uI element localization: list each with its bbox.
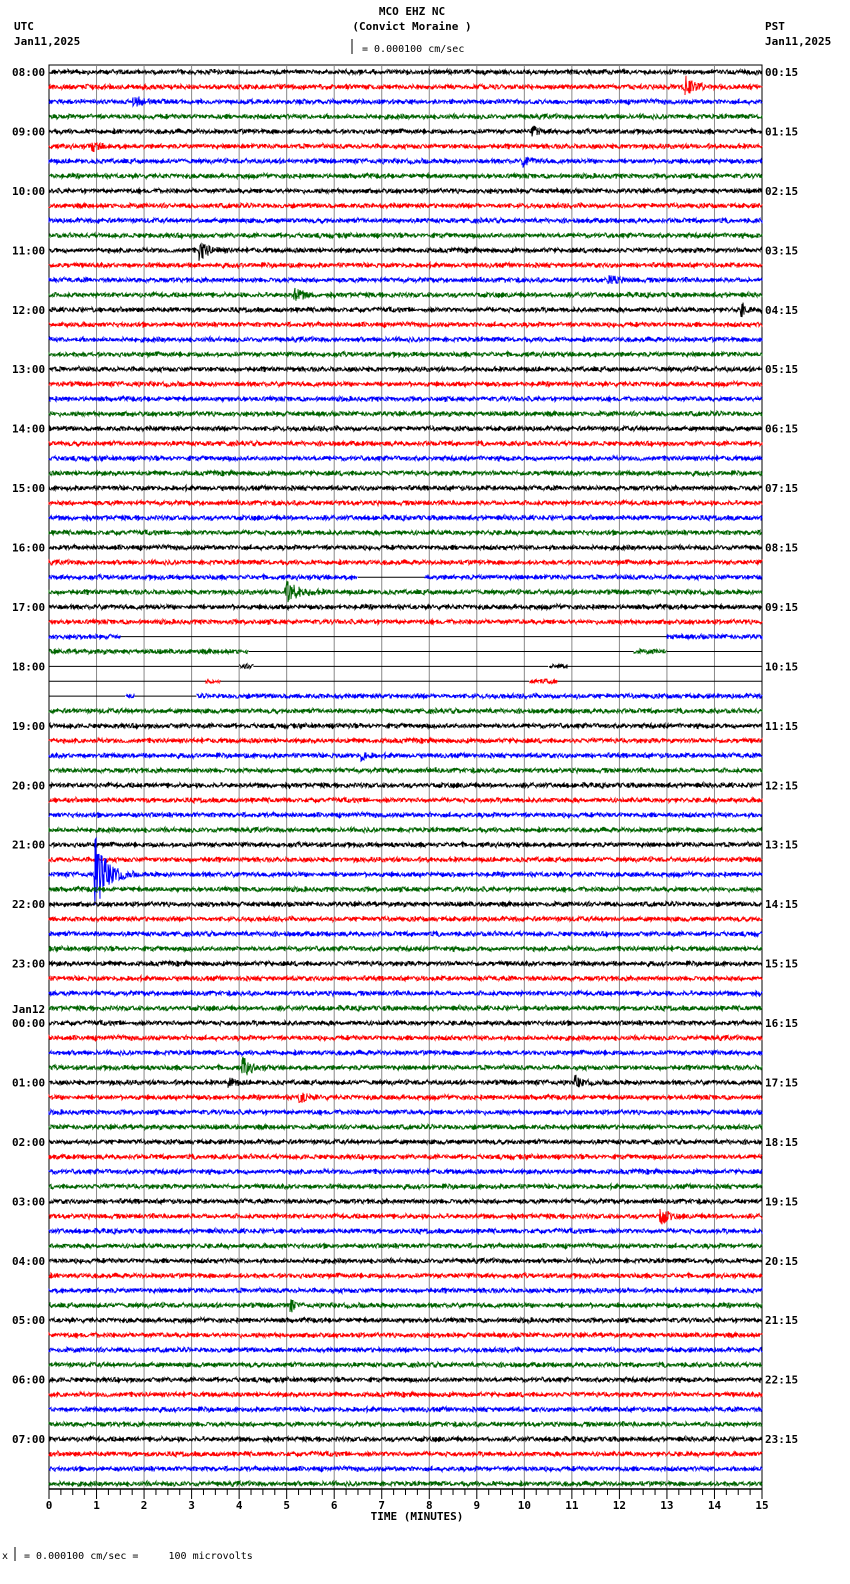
utc-hour-label: 10:00 bbox=[12, 184, 46, 198]
pst-hour-label: 14:15 bbox=[765, 898, 799, 912]
trace bbox=[49, 233, 762, 238]
trace bbox=[49, 126, 762, 136]
x-tick-label: 2 bbox=[140, 1499, 148, 1512]
trace-line bbox=[49, 381, 762, 387]
right-date: Jan11,2025 bbox=[765, 35, 832, 48]
trace bbox=[49, 1169, 762, 1174]
trace bbox=[49, 842, 762, 848]
utc-hour-label: 04:00 bbox=[12, 1254, 46, 1268]
trace-line bbox=[49, 902, 762, 907]
scale-label: = 0.000100 cm/sec bbox=[362, 44, 465, 55]
trace bbox=[49, 1124, 762, 1129]
trace-line bbox=[49, 838, 762, 905]
trace-line bbox=[49, 426, 762, 431]
trace bbox=[49, 1006, 762, 1011]
trace-line bbox=[49, 991, 762, 997]
x-tick-label: 0 bbox=[45, 1499, 53, 1512]
trace bbox=[49, 1392, 762, 1397]
pst-hour-label: 09:15 bbox=[765, 600, 799, 614]
trace bbox=[49, 143, 762, 152]
trace bbox=[49, 976, 762, 982]
pst-hour-label: 00:15 bbox=[765, 66, 799, 79]
pst-hour-label: 20:15 bbox=[765, 1254, 799, 1268]
trace-line bbox=[49, 768, 762, 774]
trace bbox=[49, 1057, 762, 1076]
x-tick-label: 9 bbox=[473, 1499, 481, 1512]
trace bbox=[49, 961, 762, 967]
trace-line bbox=[49, 303, 762, 318]
x-tick-label: 4 bbox=[235, 1499, 243, 1512]
pst-hour-label: 21:15 bbox=[765, 1314, 799, 1328]
trace bbox=[49, 1093, 762, 1103]
trace bbox=[49, 887, 762, 893]
trace bbox=[49, 649, 762, 654]
utc-date-label: Jan12 bbox=[12, 1003, 46, 1017]
trace bbox=[49, 303, 762, 318]
trace bbox=[49, 1466, 762, 1471]
trace-line bbox=[49, 396, 762, 402]
trace-line bbox=[49, 946, 762, 952]
trace bbox=[49, 991, 762, 997]
trace bbox=[49, 1154, 762, 1159]
trace-line bbox=[49, 1124, 762, 1129]
trace bbox=[49, 203, 762, 208]
trace-line bbox=[49, 515, 762, 520]
trace bbox=[49, 916, 762, 921]
trace bbox=[49, 634, 762, 639]
x-axis-label: TIME (MINUTES) bbox=[370, 1510, 464, 1523]
trace-line bbox=[49, 126, 762, 136]
trace-line bbox=[49, 1392, 762, 1397]
trace-line bbox=[49, 337, 762, 343]
trace bbox=[49, 581, 762, 602]
trace-line bbox=[49, 1184, 762, 1190]
trace bbox=[49, 1050, 762, 1056]
pst-hour-label: 02:15 bbox=[765, 184, 799, 198]
trace bbox=[49, 218, 762, 223]
trace bbox=[49, 1347, 762, 1352]
utc-hour-label: 21:00 bbox=[12, 838, 46, 852]
trace-line bbox=[49, 1466, 762, 1471]
x-tick-label: 6 bbox=[330, 1499, 338, 1512]
trace bbox=[49, 1481, 762, 1486]
left-tz: UTC bbox=[14, 20, 34, 33]
trace-line bbox=[49, 1050, 762, 1056]
trace-line bbox=[49, 1093, 762, 1103]
utc-hour-label: 05:00 bbox=[12, 1314, 46, 1328]
trace-line bbox=[49, 1258, 762, 1263]
trace-line bbox=[49, 1154, 762, 1159]
x-tick-label: 1 bbox=[93, 1499, 100, 1512]
chart-title: MCO EHZ NC bbox=[378, 5, 446, 18]
trace bbox=[49, 188, 762, 193]
trace-line bbox=[49, 738, 762, 744]
trace bbox=[49, 441, 762, 447]
pst-hour-label: 10:15 bbox=[765, 660, 799, 674]
trace-line bbox=[49, 619, 762, 624]
trace-line bbox=[49, 530, 762, 535]
pst-hour-label: 13:15 bbox=[765, 838, 799, 852]
trace-line bbox=[49, 500, 762, 506]
trace bbox=[49, 1273, 762, 1279]
trace-line bbox=[49, 783, 762, 788]
trace-line bbox=[49, 1481, 762, 1486]
pst-hour-label: 22:15 bbox=[765, 1373, 799, 1387]
trace-line bbox=[49, 887, 762, 893]
pst-hour-label: 17:15 bbox=[765, 1076, 799, 1090]
trace bbox=[49, 723, 762, 729]
trace bbox=[49, 1407, 762, 1413]
trace bbox=[49, 838, 762, 905]
trace-line bbox=[49, 366, 762, 371]
pst-hour-label: 05:15 bbox=[765, 363, 799, 377]
trace bbox=[49, 545, 762, 550]
trace bbox=[49, 322, 762, 327]
trace-line bbox=[49, 76, 762, 95]
trace-line bbox=[49, 1243, 762, 1248]
trace bbox=[49, 114, 762, 120]
trace bbox=[49, 783, 762, 788]
trace-line bbox=[49, 1075, 762, 1088]
trace-line bbox=[49, 916, 762, 921]
x-tick-label: 14 bbox=[707, 1499, 722, 1512]
trace-line bbox=[49, 233, 762, 238]
trace bbox=[49, 1451, 762, 1456]
footer-scale-text: = 0.000100 cm/sec = 100 microvolts bbox=[24, 1551, 253, 1562]
utc-hour-label: 19:00 bbox=[12, 719, 46, 733]
trace bbox=[49, 1362, 762, 1367]
trace bbox=[49, 1288, 762, 1294]
pst-hour-label: 15:15 bbox=[765, 957, 799, 971]
trace bbox=[49, 1377, 762, 1382]
trace-line bbox=[49, 842, 762, 848]
trace bbox=[49, 530, 762, 535]
utc-hour-label: 03:00 bbox=[12, 1195, 46, 1209]
trace bbox=[49, 411, 762, 416]
footer-mark: x bbox=[2, 1551, 9, 1562]
trace bbox=[49, 1184, 762, 1190]
trace bbox=[49, 426, 762, 431]
trace bbox=[49, 1139, 762, 1144]
utc-hour-label: 14:00 bbox=[12, 422, 46, 436]
trace bbox=[49, 752, 762, 761]
trace-line bbox=[49, 827, 762, 833]
trace-line bbox=[49, 143, 762, 152]
trace-line bbox=[49, 1273, 762, 1279]
trace-line bbox=[49, 857, 762, 862]
trace-line bbox=[49, 1407, 762, 1413]
trace bbox=[49, 1332, 762, 1338]
trace-line bbox=[49, 441, 762, 447]
trace bbox=[49, 708, 762, 713]
trace-line bbox=[49, 1139, 762, 1144]
trace-line bbox=[49, 69, 762, 74]
x-tick-label: 7 bbox=[378, 1499, 386, 1512]
utc-hour-label: 00:00 bbox=[12, 1017, 46, 1031]
right-tz: PST bbox=[765, 20, 785, 33]
trace bbox=[49, 396, 762, 402]
utc-hour-label: 17:00 bbox=[12, 600, 46, 614]
x-tick-label: 13 bbox=[660, 1499, 674, 1512]
utc-hour-label: 12:00 bbox=[12, 303, 46, 317]
trace-line bbox=[49, 471, 762, 476]
trace-line bbox=[49, 1006, 762, 1011]
x-tick-label: 8 bbox=[425, 1499, 433, 1512]
trace bbox=[49, 1228, 762, 1233]
trace bbox=[49, 619, 762, 624]
trace bbox=[49, 76, 762, 95]
trace bbox=[49, 604, 762, 610]
trace bbox=[49, 827, 762, 833]
trace bbox=[49, 471, 762, 476]
trace-line bbox=[49, 1020, 762, 1025]
trace bbox=[49, 768, 762, 774]
trace-line bbox=[49, 976, 762, 982]
trace-line bbox=[49, 456, 762, 461]
trace bbox=[49, 1075, 762, 1088]
pst-hour-label: 01:15 bbox=[765, 125, 799, 139]
pst-hour-label: 06:15 bbox=[765, 422, 799, 436]
pst-hour-label: 08:15 bbox=[765, 541, 799, 555]
utc-hour-label: 18:00 bbox=[12, 660, 46, 674]
trace bbox=[49, 902, 762, 907]
trace-line bbox=[49, 1318, 762, 1324]
trace bbox=[49, 1422, 762, 1428]
trace bbox=[49, 69, 762, 74]
pst-hour-label: 19:15 bbox=[765, 1195, 799, 1209]
utc-hour-label: 20:00 bbox=[12, 779, 46, 793]
trace-line bbox=[49, 244, 762, 261]
pst-hour-label: 04:15 bbox=[765, 303, 799, 317]
x-tick-label: 5 bbox=[283, 1499, 290, 1512]
trace-line bbox=[49, 797, 762, 802]
trace bbox=[49, 664, 762, 669]
trace-line bbox=[49, 545, 762, 550]
trace-line bbox=[49, 1377, 762, 1382]
trace bbox=[49, 575, 762, 581]
trace bbox=[49, 244, 762, 261]
trace bbox=[49, 738, 762, 744]
trace bbox=[49, 288, 762, 301]
trace-line bbox=[49, 173, 762, 179]
trace-line bbox=[49, 1057, 762, 1076]
trace bbox=[49, 485, 762, 491]
trace bbox=[49, 931, 762, 937]
trace bbox=[49, 381, 762, 387]
trace bbox=[49, 515, 762, 520]
pst-hour-label: 12:15 bbox=[765, 779, 799, 793]
x-tick-label: 10 bbox=[517, 1499, 531, 1512]
trace-line bbox=[49, 275, 762, 284]
utc-hour-label: 01:00 bbox=[12, 1076, 46, 1090]
trace bbox=[49, 857, 762, 862]
trace bbox=[49, 366, 762, 371]
trace-line bbox=[49, 1288, 762, 1294]
utc-hour-label: 02:00 bbox=[12, 1135, 46, 1149]
trace-line bbox=[49, 1422, 762, 1428]
utc-hour-label: 22:00 bbox=[12, 898, 46, 912]
trace-line bbox=[49, 97, 762, 107]
utc-hour-label: 06:00 bbox=[12, 1373, 46, 1387]
chart-subtitle: (Convict Moraine ) bbox=[352, 20, 472, 33]
trace-line bbox=[49, 114, 762, 120]
trace bbox=[49, 797, 762, 802]
trace bbox=[49, 1243, 762, 1248]
trace bbox=[49, 157, 762, 167]
trace-line bbox=[49, 218, 762, 223]
trace bbox=[49, 693, 762, 698]
trace-line bbox=[49, 485, 762, 491]
trace bbox=[49, 275, 762, 284]
trace bbox=[49, 560, 762, 565]
trace bbox=[49, 1318, 762, 1324]
utc-hour-label: 13:00 bbox=[12, 363, 46, 377]
utc-hour-label: 08:00 bbox=[12, 66, 46, 79]
trace-line bbox=[49, 157, 762, 167]
trace-line bbox=[49, 188, 762, 193]
trace-line bbox=[49, 1199, 762, 1205]
trace-line bbox=[49, 723, 762, 729]
left-date: Jan11,2025 bbox=[14, 35, 81, 48]
trace bbox=[49, 262, 762, 268]
trace bbox=[49, 1209, 762, 1224]
trace-line bbox=[49, 411, 762, 416]
trace-line bbox=[49, 1228, 762, 1233]
trace-line bbox=[49, 752, 762, 761]
trace-line bbox=[49, 604, 762, 610]
trace-line bbox=[49, 1332, 762, 1338]
trace bbox=[49, 1199, 762, 1205]
trace bbox=[49, 1437, 762, 1442]
trace bbox=[49, 1110, 762, 1116]
utc-hour-label: 15:00 bbox=[12, 482, 46, 496]
trace bbox=[49, 456, 762, 461]
trace bbox=[49, 812, 762, 817]
trace bbox=[49, 173, 762, 179]
pst-hour-label: 23:15 bbox=[765, 1433, 799, 1447]
trace-line bbox=[49, 288, 762, 301]
trace-line bbox=[49, 322, 762, 327]
trace-line bbox=[49, 1362, 762, 1367]
utc-hour-label: 23:00 bbox=[12, 957, 46, 971]
utc-hour-label: 16:00 bbox=[12, 541, 46, 555]
trace-line bbox=[49, 1451, 762, 1456]
pst-hour-label: 18:15 bbox=[765, 1135, 799, 1149]
trace bbox=[49, 1035, 762, 1040]
utc-hour-label: 09:00 bbox=[12, 125, 46, 139]
utc-hour-label: 07:00 bbox=[12, 1433, 46, 1447]
utc-hour-label: 11:00 bbox=[12, 244, 46, 258]
trace-line bbox=[49, 1110, 762, 1116]
pst-hour-label: 16:15 bbox=[765, 1017, 799, 1031]
trace-line bbox=[49, 1299, 762, 1312]
trace bbox=[49, 946, 762, 952]
trace bbox=[49, 1020, 762, 1025]
trace bbox=[49, 1258, 762, 1263]
trace-line bbox=[49, 1209, 762, 1224]
trace-line bbox=[49, 203, 762, 208]
trace-line bbox=[49, 1437, 762, 1442]
trace bbox=[49, 500, 762, 506]
trace-line bbox=[49, 708, 762, 713]
trace bbox=[49, 679, 762, 684]
pst-hour-label: 03:15 bbox=[765, 244, 799, 258]
x-tick-label: 12 bbox=[612, 1499, 627, 1512]
trace-line bbox=[49, 352, 762, 358]
x-tick-label: 15 bbox=[755, 1499, 769, 1512]
x-tick-label: 3 bbox=[188, 1499, 195, 1512]
trace-line bbox=[49, 262, 762, 268]
trace bbox=[49, 352, 762, 358]
pst-hour-label: 11:15 bbox=[765, 719, 799, 733]
trace bbox=[49, 337, 762, 343]
trace-line bbox=[49, 931, 762, 937]
trace-line bbox=[49, 1347, 762, 1352]
trace-line bbox=[49, 812, 762, 817]
trace-line bbox=[49, 581, 762, 602]
trace-line bbox=[49, 1035, 762, 1040]
trace-line bbox=[49, 961, 762, 967]
trace bbox=[49, 1299, 762, 1312]
trace-line bbox=[49, 1169, 762, 1174]
pst-hour-label: 07:15 bbox=[765, 482, 799, 496]
trace-line bbox=[49, 560, 762, 565]
x-tick-label: 11 bbox=[565, 1499, 579, 1512]
trace bbox=[49, 97, 762, 107]
